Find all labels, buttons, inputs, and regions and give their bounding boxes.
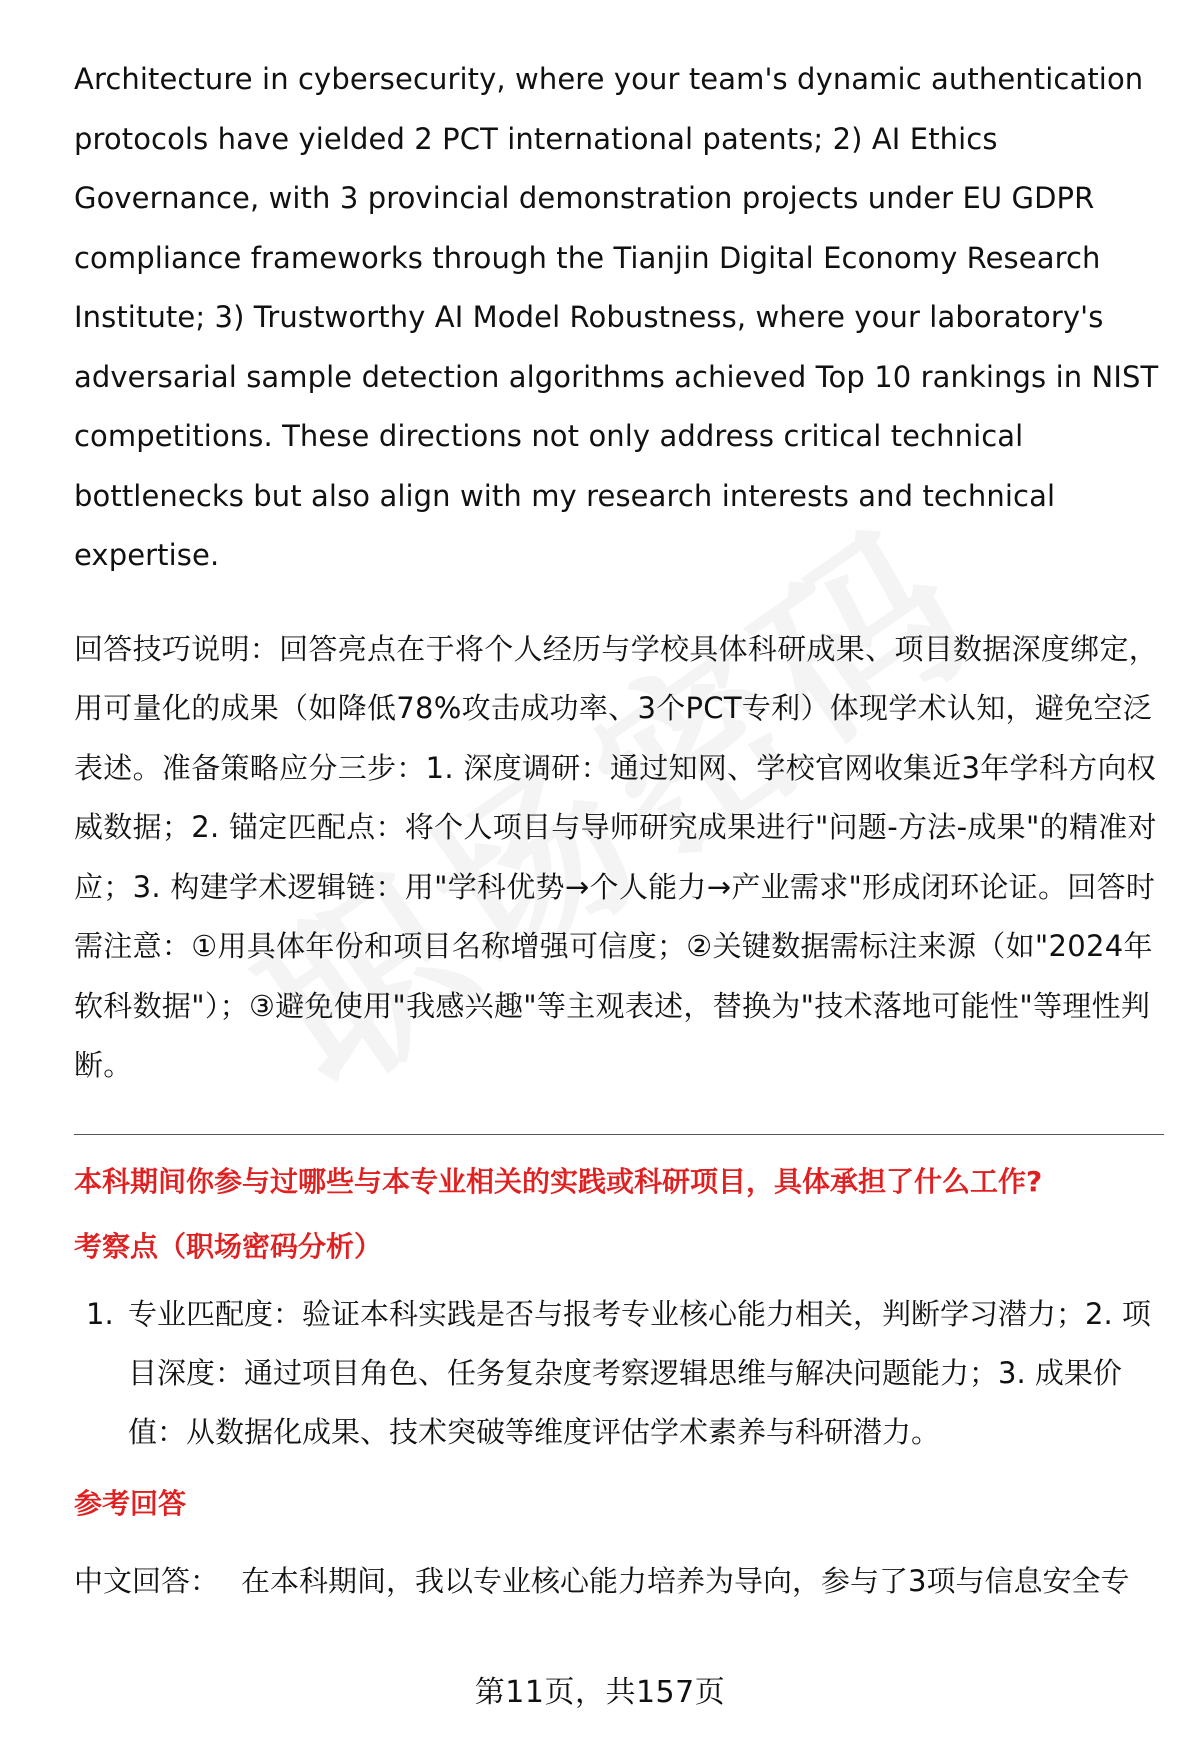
question-title: 本科期间你参与过哪些与本专业相关的实践或科研项目，具体承担了什么工作? — [74, 1164, 1043, 1198]
answer-line — [74, 1552, 1164, 1611]
assessment-heading: 考察点（职场密码分析） — [74, 1229, 383, 1263]
answer-label: 中文回答： — [74, 1563, 220, 1598]
list-item-number: 1. — [86, 1296, 114, 1331]
assessment-list — [74, 1285, 1164, 1462]
reference-heading: 参考回答 — [74, 1486, 187, 1520]
page-number: 第11页，共157页 — [474, 1675, 726, 1710]
document-body — [74, 50, 1164, 1611]
section-divider — [74, 1134, 1164, 1135]
list-item — [74, 1285, 1164, 1462]
answer-text: 在本科期间，我以专业核心能力培养为导向，参与了3项与信息安全专 — [241, 1563, 1130, 1598]
intro-paragraph: Architecture in cybersecurity, where your team's dynamic authentication protocols have yielded 2 PCT international patents; 2) AI Ethics Governance, with 3 provincial demonstration projects under EU GDPR compliance frameworks through the Tianjin Digital Economy Research Institute; 3) Trustworthy AI Model Robustness, where your laboratory's adversarial sample detection algorithms achieved Top 10 rankings in NIST competitions. These directions not only address critical technical bottlenecks but also align with my research interests and technical expertise. — [74, 62, 1159, 572]
list-item-text: 专业匹配度：验证本科实践是否与报考专业核心能力相关，判断学习潜力；2. 项目深度：通过项目角色、任务复杂度考察逻辑思维与解决问题能力；3. 成果价值：从数据化成果、技术突破等维度评估学术素养与科研潜力。 — [128, 1296, 1151, 1449]
tips-paragraph: 回答技巧说明：回答亮点在于将个人经历与学校具体科研成果、项目数据深度绑定，用可量化的成果（如降低78%攻击成功率、3个PCT专利）体现学术认知，避免空泛表述。准备策略应分三步：1. 深度调研：通过知网、学校官网收集近3年学科方向权威数据；2. 锚定匹配点：将个人项目与导师研究成果进行"问题-方法-成果"的精准对应；3. 构建学术逻辑链：用"学科优势→个人能力→产业需求"形成闭环论证。回答时需注意：①用具体年份和项目名称增强可信度；②关键数据需标注来源（如"2024年软科数据"）；③避免使用"我感兴趣"等主观表述，替换为"技术落地可能性"等理性判断。 — [74, 631, 1159, 1082]
